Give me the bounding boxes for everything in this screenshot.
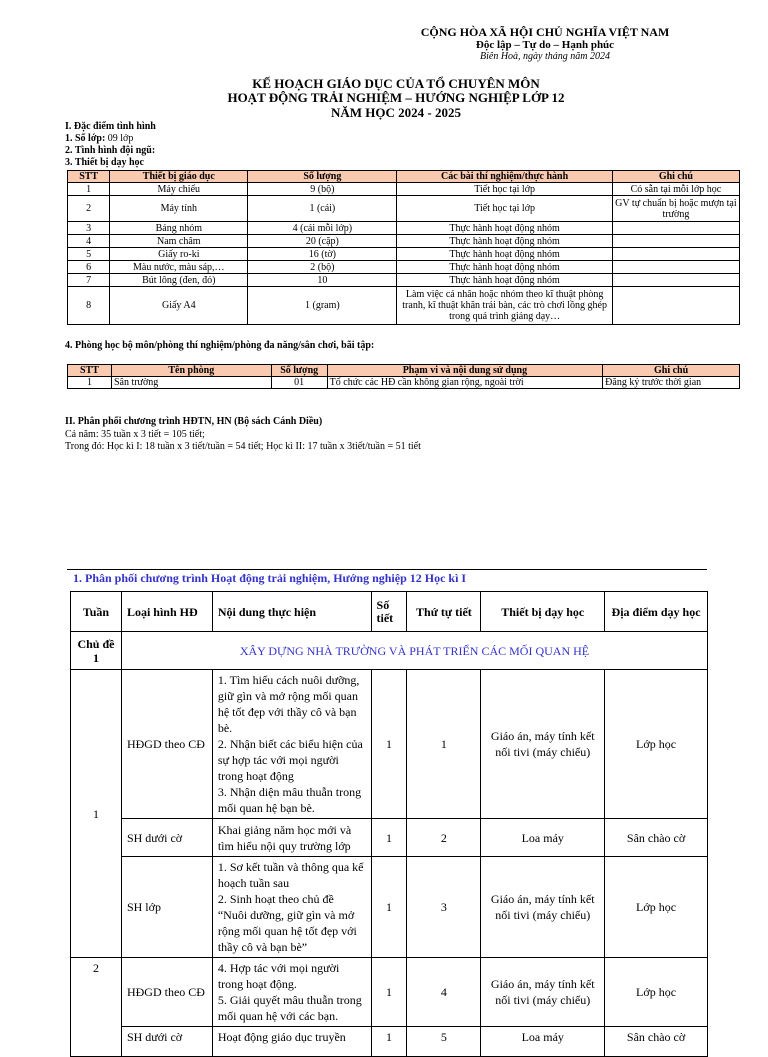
cell: Làm việc cá nhân hoặc nhóm theo kĩ thuật phòng tranh, kĩ thuật khăn trải bàn, các trò chơi lồng ghép trong quá trình giảng dạy… [397,287,612,325]
order-cell: 1 [407,670,481,819]
table-row [71,958,708,1027]
type-cell: SH dưới cờ [121,1027,212,1057]
periods-cell: 1 [371,819,407,857]
col-header: STT [68,365,112,377]
cell: 9 (bộ) [248,183,397,196]
cell [612,261,739,274]
place-date: Biên Hoà, ngày tháng năm 2024 [480,51,610,62]
cell: 3 [68,222,110,235]
cell: GV tự chuẩn bị hoặc mượn tại trường [612,196,739,222]
table-row [68,248,740,261]
cell: 01 [271,377,327,389]
periods-cell: 1 [371,670,407,819]
cell: 2 (bộ) [248,261,397,274]
type-cell: HĐGD theo CĐ [121,670,212,819]
col-header: Số lượng [271,365,327,377]
location-cell: Sân chào cờ [605,819,708,857]
location-cell: Sân chào cờ [605,1027,708,1057]
cell: 10 [248,274,397,287]
table-row [68,196,740,222]
cell: Đăng ký trước thời gian [603,377,740,389]
section4-heading: 4. Phòng học bộ môn/phòng thí nghiệm/phòng đa năng/sân chơi, bãi tập: [65,340,375,351]
cell: Nam châm [110,235,248,248]
col-header: Ghi chú [612,171,739,183]
col-header: Ghi chú [603,365,740,377]
cell: 1 [68,183,110,196]
staff-heading: 2. Tình hình đội ngũ: [65,145,156,156]
topic-label: Chủ đề 1 [71,632,122,670]
plan-table [70,591,708,1057]
content-cell: Khai giảng năm học mới và tìm hiểu nội quy trường lớp [212,819,371,857]
cell: 5 [68,248,110,261]
type-cell: SH lớp [121,857,212,958]
order-cell: 3 [407,857,481,958]
room-table-header [68,365,740,377]
equipment-cell: Loa máy [481,1027,605,1057]
equipment-cell: Giáo án, máy tính kết nối tivi (máy chiếu) [481,670,605,819]
periods-cell: 1 [371,1027,407,1057]
country-name: CỘNG HÒA XÃ HỘI CHỦ NGHĨA VIỆT NAM [420,25,670,39]
table-row [68,183,740,196]
col-header-equipment: Thiết bị dạy học [481,592,605,632]
total-periods: Cả năm: 35 tuần x 3 tiết = 105 tiết; [65,429,205,440]
class-count [65,133,133,145]
table-row [71,670,708,819]
content-cell: 1. Sơ kết tuần và thông qua kế hoạch tuần sau 2. Sinh hoạt theo chủ đề “Nuôi dưỡng, giữ gìn và mở rộng mối quan hệ tốt đẹp với thầy cô và bạn bè” [212,857,371,958]
term-periods: Trong đó: Học kì I: 18 tuần x 3 tiết/tuần = 54 tiết; Học kì II: 17 tuần x 3tiết/tuần = 51 tiết [65,441,421,452]
week-cell: 2 [71,958,122,1057]
cell: Tiết học tại lớp [397,183,612,196]
room-table [67,364,740,389]
national-motto: Độc lập – Tự do – Hạnh phúc [475,39,615,51]
doc-title-1: KẾ HOẠCH GIÁO DỤC CỦA TỔ CHUYÊN MÔN [252,76,540,91]
cell: 4 [68,235,110,248]
location-cell: Lớp học [605,670,708,819]
cell: 1 (cái) [248,196,397,222]
order-cell: 2 [407,819,481,857]
table-row [68,274,740,287]
cell: Máy chiếu [110,183,248,196]
cell: 20 (cặp) [248,235,397,248]
cell: Thực hành hoạt động nhóm [397,261,612,274]
cell: Thực hành hoạt động nhóm [397,274,612,287]
class-count-value: 09 lớp [105,133,134,144]
cell: Bảng nhóm [110,222,248,235]
type-cell: SH dưới cờ [121,819,212,857]
table-row [71,1027,708,1057]
cell: 4 (cái mỗi lớp) [248,222,397,235]
cell: Có sẵn tại mỗi lớp học [612,183,739,196]
topic-row [71,632,708,670]
table-row [68,235,740,248]
plan-heading: 1. Phân phối chương trình Hoạt động trải nghiệm, Hướng nghiệp 12 Học kì I [73,571,467,585]
equipment-cell: Loa máy [481,819,605,857]
cell: 7 [68,274,110,287]
cell: Tổ chức các HĐ cần không gian rộng, ngoài trời [327,377,603,389]
col-header: Thiết bị giáo dục [110,171,248,183]
plan-top-rule [67,569,707,570]
col-header-type: Loại hình HĐ [121,592,212,632]
cell [612,287,739,325]
cell: Tiết học tại lớp [397,196,612,222]
cell: Thực hành hoạt động nhóm [397,248,612,261]
type-cell: HĐGD theo CĐ [121,958,212,1027]
cell: Giấy A4 [110,287,248,325]
equipment-heading: 3. Thiết bị dạy học [65,157,144,168]
order-cell: 4 [407,958,481,1027]
equipment-table [67,170,740,325]
cell: Máy tính [110,196,248,222]
table-row [68,261,740,274]
cell: Giấy ro-ki [110,248,248,261]
table-row [68,287,740,325]
content-cell: 1. Tìm hiểu cách nuôi dưỡng, giữ gìn và mở rộng mối quan hệ tốt đẹp với thầy cô và bạn bè. 2. Nhận biết các biểu hiện của sự hợp tác với mọi người trong hoạt động 3. Nhận diện mâu thuẫn trong mối quan hệ bạn bè. [212,670,371,819]
location-cell: Lớp học [605,958,708,1027]
col-header-location: Địa điểm dạy học [605,592,708,632]
table-row [71,819,708,857]
col-header: Các bài thí nghiệm/thực hành [397,171,612,183]
cell: 1 [68,377,112,389]
topic-title: XÂY DỰNG NHÀ TRƯỜNG VÀ PHÁT TRIỂN CÁC MỐI QUAN HỆ [121,632,707,670]
equipment-cell: Giáo án, máy tính kết nối tivi (máy chiếu) [481,857,605,958]
section2-heading: II. Phân phối chương trình HĐTN, HN (Bộ sách Cánh Diều) [65,416,323,427]
col-header: Phạm vi và nội dung sử dụng [327,365,603,377]
cell: Sân trường [111,377,271,389]
content-cell: Hoạt động giáo dục truyền [212,1027,371,1057]
cell: 1 (gram) [248,287,397,325]
cell [612,222,739,235]
cell: 6 [68,261,110,274]
col-header: STT [68,171,110,183]
doc-title-3: NĂM HỌC 2024 - 2025 [331,105,461,120]
equipment-table-header [68,171,740,183]
cell: Thực hành hoạt động nhóm [397,222,612,235]
col-header: Số lượng [248,171,397,183]
table-row [71,857,708,958]
plan-table-header [71,592,708,632]
cell: Bút lông (đen, đỏ) [110,274,248,287]
cell: 8 [68,287,110,325]
periods-cell: 1 [371,958,407,1027]
col-header-week: Tuần [71,592,122,632]
content-cell: 4. Hợp tác với mọi người trong hoạt động. 5. Giải quyết mâu thuẫn trong mối quan hệ với các bạn. [212,958,371,1027]
table-row [68,377,740,389]
week-cell: 1 [71,670,122,958]
cell: 2 [68,196,110,222]
cell [612,235,739,248]
col-header: Tên phòng [111,365,271,377]
col-header-content: Nội dung thực hiện [212,592,371,632]
location-cell: Lớp học [605,857,708,958]
cell: Thực hành hoạt động nhóm [397,235,612,248]
table-row [68,222,740,235]
cell [612,274,739,287]
col-header-order: Thứ tự tiết [407,592,481,632]
section1-heading: I. Đặc điểm tình hình [65,121,156,132]
cell [612,248,739,261]
order-cell: 5 [407,1027,481,1057]
periods-cell: 1 [371,857,407,958]
class-count-label: 1. Số lớp: [65,133,106,144]
doc-title-2: HOẠT ĐỘNG TRẢI NGHIỆM – HƯỚNG NGHIỆP LỚP 12 [227,90,565,105]
equipment-cell: Giáo án, máy tính kết nối tivi (máy chiếu) [481,958,605,1027]
cell: 16 (tờ) [248,248,397,261]
col-header-periods: Số tiết [371,592,407,632]
cell: Màu nước, màu sáp,… [110,261,248,274]
